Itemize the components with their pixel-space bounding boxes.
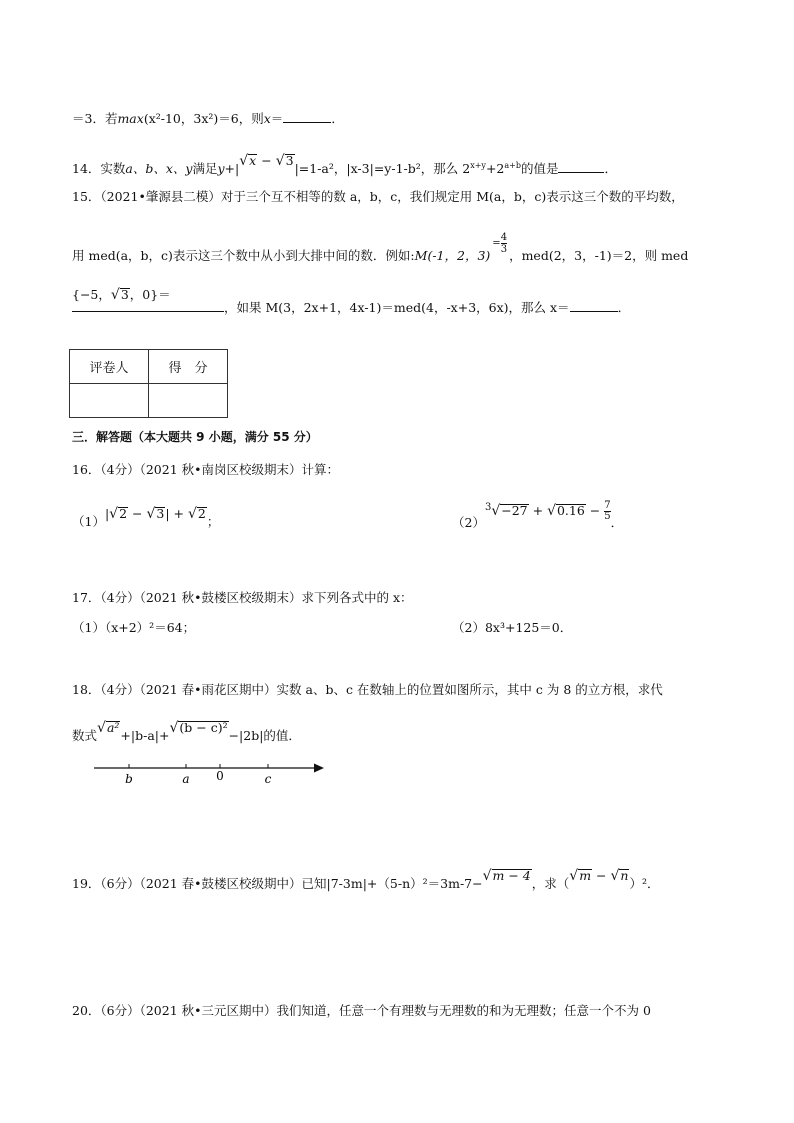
q13-line: ＝3．若max(x²-10，3x²)＝6，则x＝ ． bbox=[72, 111, 344, 126]
axis-label-c: c bbox=[264, 772, 272, 786]
axis-label-b: b bbox=[125, 772, 133, 786]
section-heading: 三．解答题（本大题共 9 小题，满分 55 分） bbox=[72, 430, 318, 444]
q18-line1: 18．（4分）（2021 春•雨花区期中）实数 a、b、c 在数轴上的位置如图所示，其中 c 为 8 的立方根，求代 bbox=[72, 682, 663, 697]
grader-cell[interactable] bbox=[70, 384, 149, 418]
answer-blank[interactable] bbox=[283, 111, 331, 123]
axis-label-a: a bbox=[182, 772, 190, 786]
score-table bbox=[69, 349, 228, 418]
q16-part1: （1）|√2 − √3| + √2； bbox=[72, 506, 220, 529]
answer-blank[interactable] bbox=[558, 161, 604, 173]
number-line bbox=[90, 758, 330, 788]
q14-line: 14．实数a、b、x、y满足y+|√x − √3|=1-a²，|x-3|=y-1-b²，那么 $2^{x+y}+2^{a+b}$的值是 ． bbox=[72, 153, 617, 177]
score-header: 得 分 bbox=[149, 350, 228, 384]
answer-blank[interactable] bbox=[570, 300, 618, 312]
q16-part2: $(2)^3√-27 + √0.16$ − $\frac{7}{5}$ ． bbox=[452, 500, 624, 530]
score-cell[interactable] bbox=[149, 384, 228, 418]
answer-blank[interactable] bbox=[72, 300, 224, 312]
q18-line2: 数式√a²+|b-a|+√(b − c)²−|2b|的值． bbox=[72, 720, 301, 743]
q17-part1: （1）（x+2）²＝64； bbox=[72, 620, 196, 635]
q17-head: 17．（4分）（2021 秋•鼓楼区校级期末）求下列各式中的 x： bbox=[72, 590, 413, 605]
q17-part2: （2）8x³+125＝0． bbox=[452, 620, 573, 635]
q19-line: 19．（6分）（2021 春•鼓楼区校级期中）已知|7-3m|+（5-n）²＝3m-7−√m − 4，求（√m − √n）²． bbox=[72, 868, 660, 891]
q15-line1: 15．（2021•肇源县二模）对于三个互不相等的数 a，b，c，我们规定用 M(a，b，c)表示这三个数的平均数， bbox=[72, 189, 684, 204]
q16-head: 16．（4分）（2021 秋•南岗区校级期末）计算： bbox=[72, 462, 340, 477]
axis-label-zero: 0 bbox=[216, 769, 224, 783]
q15-line4: ，如果 M(3，2x+1，4x-1)＝med(4，-x+3，6x)，那么 x＝ ． bbox=[72, 299, 630, 317]
q15-line2: 用 med(a，b，c)表示这三个数中从小到大排中间的数．例如:M(-1，2，3)= $\frac{4}{3}$ ，med(2，3，-1)＝2，则 med bbox=[72, 232, 689, 263]
q15-line3: {−5，√3，0}＝ bbox=[72, 287, 171, 303]
grader-header: 评卷人 bbox=[70, 350, 149, 384]
q20-line: 20．（6分）（2021 秋•三元区期中）我们知道，任意一个有理数与无理数的和为无理数；任意一个不为 0 bbox=[72, 1003, 651, 1018]
